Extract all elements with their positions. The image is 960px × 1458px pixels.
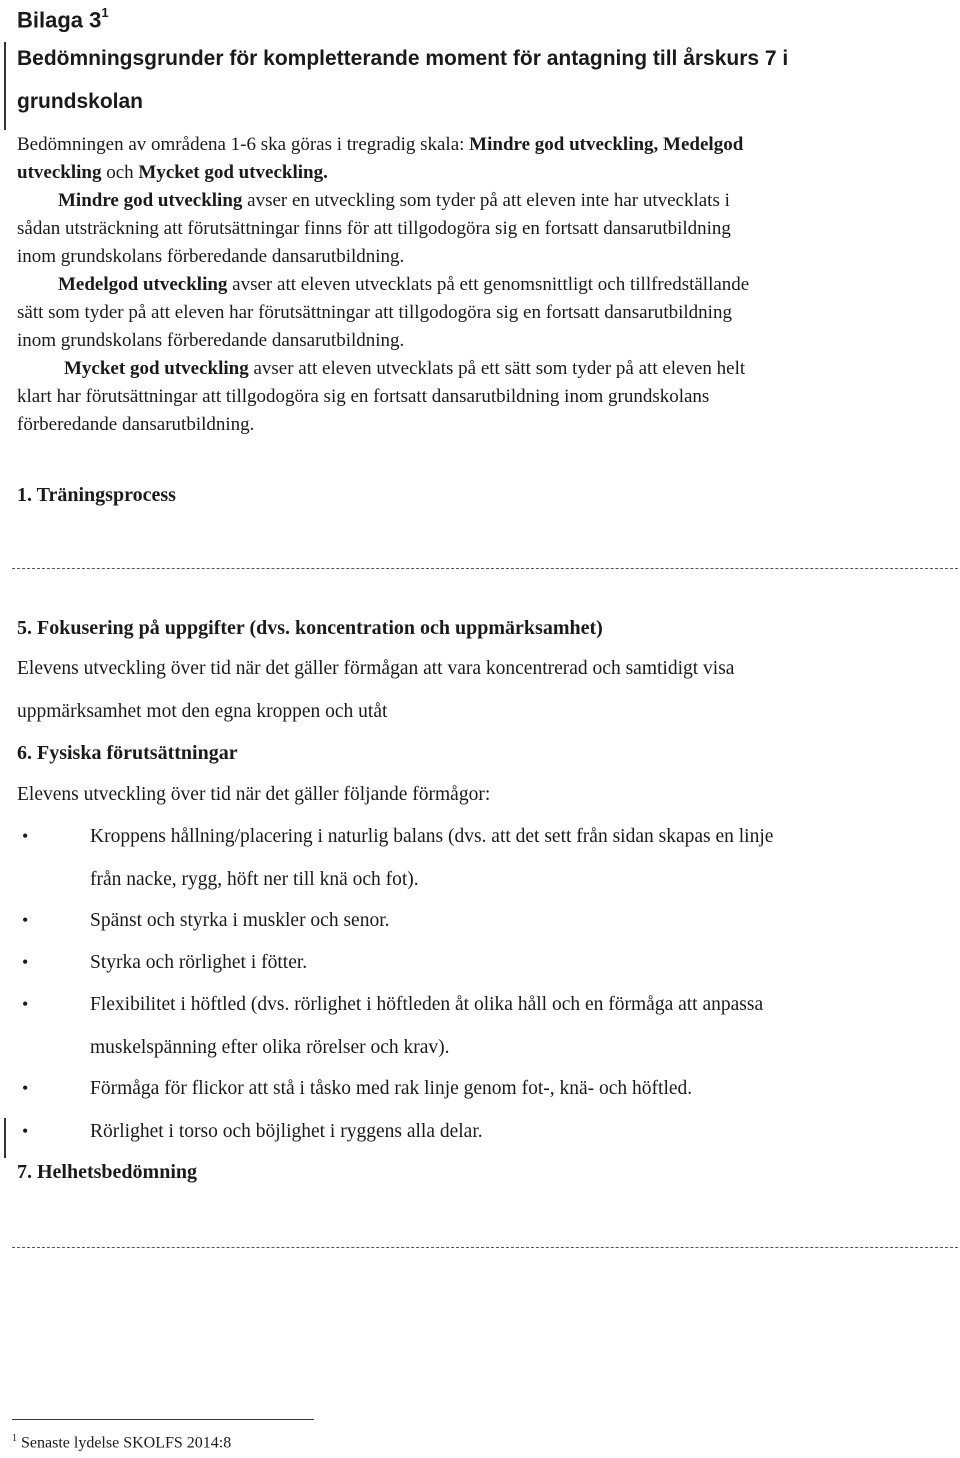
bullet-marker: • — [22, 994, 29, 1014]
section-5-body-line2: uppmärksamhet mot den egna kroppen och utåt — [17, 701, 388, 722]
footnote-ref: 1 — [101, 5, 109, 20]
dashed-divider — [12, 568, 958, 569]
margin-change-bar — [4, 42, 6, 130]
section-5-body-line1: Elevens utveckling över tid när det gäller förmågan att vara koncentrerad och samtidigt visa — [17, 658, 735, 679]
bullet-item-2: Spänst och styrka i muskler och senor. — [90, 910, 390, 931]
document-heading-line1: Bedömningsgrunder för kompletterande moment för antagning till årskurs 7 i — [17, 47, 789, 70]
medelgod-line3: inom grundskolans förberedande dansarutbildning. — [17, 330, 405, 351]
bullet-item-1-line1: Kroppens hållning/placering i naturlig balans (dvs. att det sett från sidan skapas en linje — [90, 826, 774, 847]
footnote-separator — [12, 1419, 314, 1420]
margin-change-bar — [4, 1118, 6, 1158]
mycket-god-line1: Mycket god utveckling avser att eleven utvecklats på ett sätt som tyder på att eleven helt — [64, 358, 746, 379]
bullet-item-5: Förmåga för flickor att stå i tåsko med rak linje genom fot-, knä- och höftled. — [90, 1078, 693, 1099]
mycket-god-line2: klart har förutsättningar att tillgodogöra sig en fortsatt dansarutbildning inom grundskolans — [17, 386, 710, 407]
section-6-title: 6. Fysiska förutsättningar — [17, 742, 238, 764]
intro-line1: Bedömningen av områdena 1-6 ska göras i tregradig skala: Mindre god utveckling, Medelgod — [17, 134, 744, 155]
mindre-god-line1: Mindre god utveckling avser en utveckling som tyder på att eleven inte har utvecklats i — [58, 190, 730, 211]
footnote-text: Senaste lydelse SKOLFS 2014:8 — [21, 1434, 232, 1452]
footnote-mark: 1 — [12, 1433, 17, 1444]
bullet-marker: • — [22, 826, 29, 846]
document-heading-line2: grundskolan — [17, 90, 144, 113]
bullet-marker: • — [22, 910, 29, 930]
mindre-god-line3: inom grundskolans förberedande dansarutbildning. — [17, 246, 405, 267]
medelgod-line2: sätt som tyder på att eleven har förutsättningar att tillgodogöra sig en fortsatt dansarutbildning — [17, 302, 732, 323]
dashed-divider — [12, 1247, 958, 1248]
section-1-title: 1. Träningsprocess — [17, 484, 176, 506]
intro-line2: utveckling och Mycket god utveckling. — [17, 162, 328, 183]
bullet-marker: • — [22, 1078, 29, 1098]
bullet-marker: • — [22, 1121, 29, 1141]
bullet-marker: • — [22, 952, 29, 972]
section-6-intro: Elevens utveckling över tid när det gäller följande förmågor: — [17, 784, 491, 805]
page-title: Bilaga $3^1$ — [17, 5, 109, 33]
bullet-item-4-line1: Flexibilitet i höftled (dvs. rörlighet i höftleden åt olika håll och en förmåga att anpassa — [90, 994, 764, 1015]
section-5-title: 5. Fokusering på uppgifter (dvs. koncentration och uppmärksamhet) — [17, 617, 603, 639]
mycket-god-line3: förberedande dansarutbildning. — [17, 414, 255, 435]
bullet-item-3: Styrka och rörlighet i fötter. — [90, 952, 308, 973]
mindre-god-line2: sådan utsträckning att förutsättningar finns för att tillgodogöra sig en fortsatt dansarutbildning — [17, 218, 731, 239]
bullet-item-6: Rörlighet i torso och böjlighet i ryggens alla delar. — [90, 1121, 483, 1142]
medelgod-line1: Medelgod utveckling avser att eleven utvecklats på ett genomsnittligt och tillfredställande — [58, 274, 750, 295]
footnote — [12, 1433, 231, 1452]
section-7-title: 7. Helhetsbedömning — [17, 1161, 198, 1183]
bullet-item-4-line2: muskelspänning efter olika rörelser och krav). — [90, 1037, 450, 1058]
bullet-item-1-line2: från nacke, rygg, höft ner till knä och fot). — [90, 869, 419, 890]
